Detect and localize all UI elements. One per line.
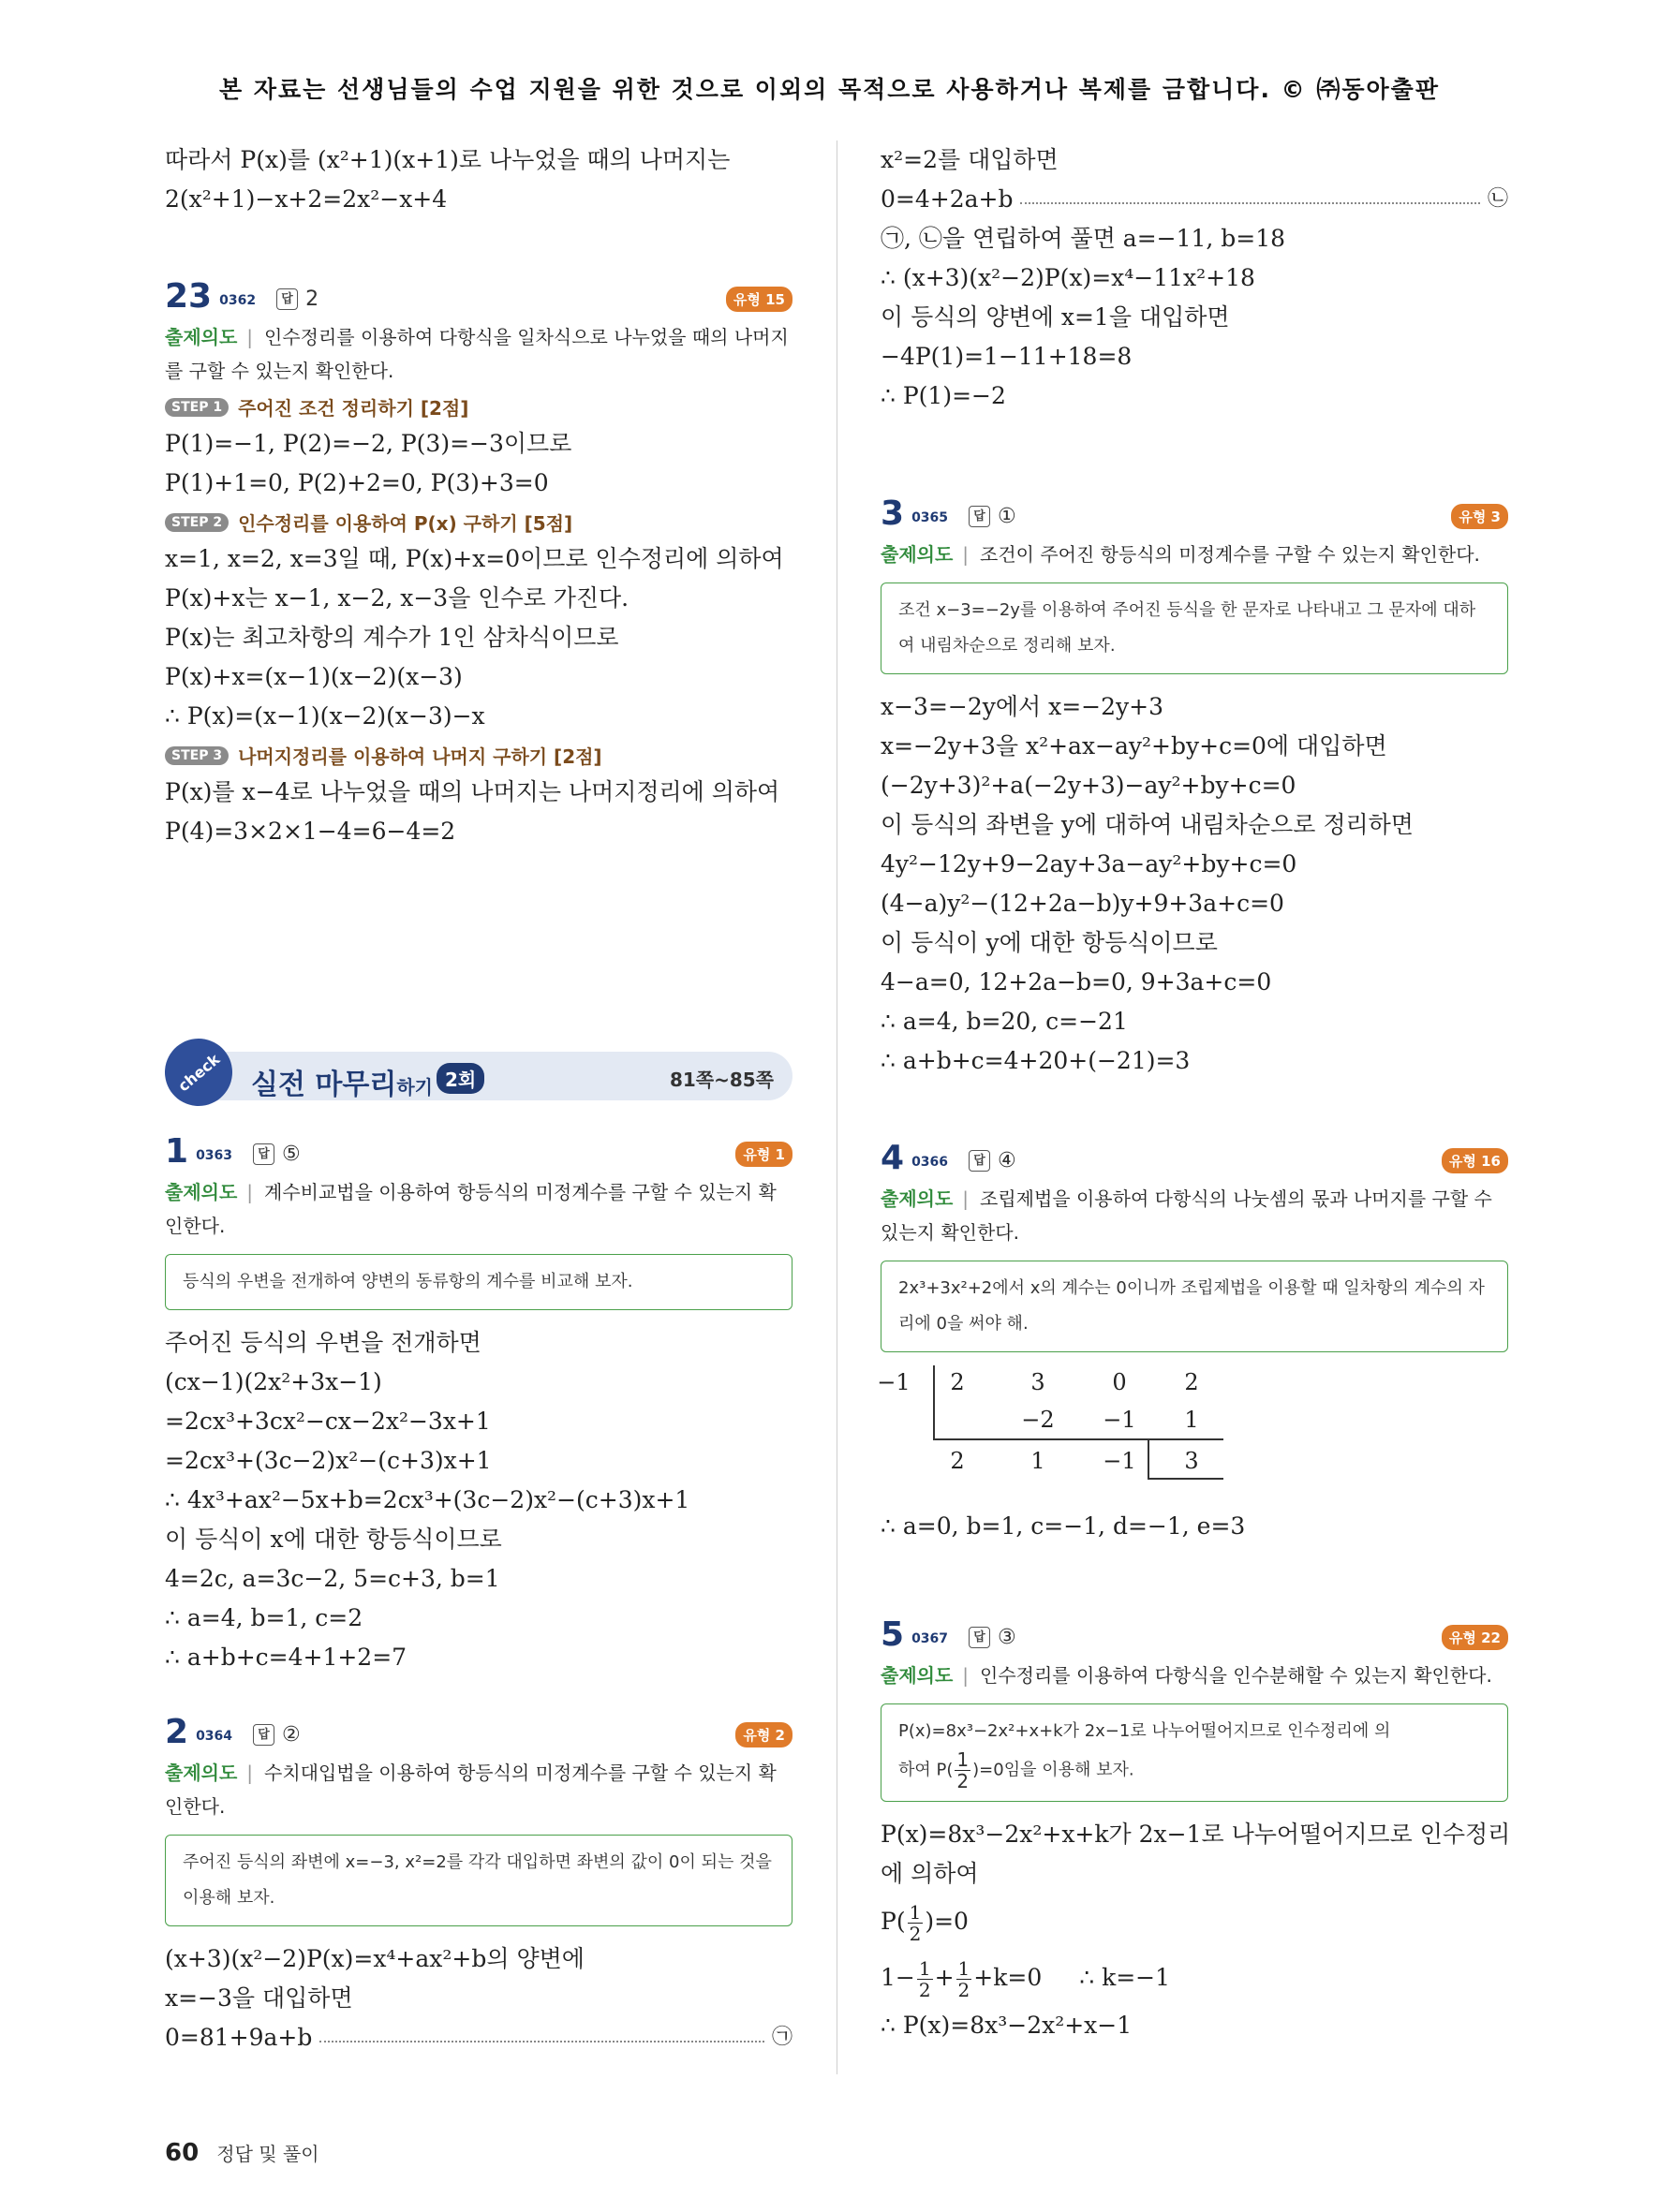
- answer-value: ①: [998, 504, 1016, 528]
- solution-line: (4−a)y²−(12+2a−b)y+9+3a+c=0: [881, 890, 1284, 917]
- syn-cell: 0: [1112, 1369, 1127, 1395]
- question-number: 2: [165, 1712, 189, 1751]
- solution-line: x=1, x=2, x=3일 때, P(x)+x=0이므로 인수정리에 의하여: [165, 545, 784, 572]
- answer-value: 2: [305, 287, 319, 311]
- solution-line: ∴ P(x)=(x−1)(x−2)(x−3)−x: [165, 702, 485, 730]
- syn-cell: −2: [1021, 1407, 1055, 1433]
- answer-value: ⑤: [282, 1142, 301, 1166]
- solution-line: ∴ a+b+c=4+20+(−21)=3: [881, 1047, 1191, 1074]
- solution-line: ∴ a=4, b=1, c=2: [165, 1604, 363, 1631]
- question-code: 0365: [911, 510, 949, 525]
- solution-line: 이 등식이 x에 대한 항등식이므로: [165, 1526, 502, 1553]
- question-code: 0362: [219, 293, 257, 308]
- question-intent: 출제의도 | 수치대입법을 이용하여 항등식의 미정계수를 구할 수 있는지 확인한다.: [165, 1762, 777, 1818]
- circled-label: ㉡: [1487, 187, 1508, 211]
- solution-line: ∴ P(1)=−2: [881, 382, 1006, 409]
- question-header: [165, 1130, 792, 1172]
- question-intent: 출제의도 | 조립제법을 이용하여 다항식의 나눗셈의 몫과 나머지를 구할 수 있는지 확인한다.: [881, 1187, 1492, 1244]
- answer-value: ②: [282, 1722, 301, 1747]
- solution-line: ∴ a=0, b=1, c=−1, d=−1, e=3: [881, 1512, 1246, 1540]
- solution-line: =2cx³+(3c−2)x²−(c+3)x+1: [165, 1447, 492, 1474]
- solution-line: ∴ P(x)=8x³−2x²+x−1: [881, 2012, 1133, 2039]
- question-number: 1: [165, 1131, 189, 1171]
- syn-cell: −1: [1103, 1407, 1136, 1433]
- solution-line: ㉠, ㉡을 연립하여 풀면 a=−11, b=18: [881, 225, 1286, 252]
- equation-line: 0=4+2a+b ㉡: [881, 180, 1508, 219]
- syn-cell: −1: [1103, 1448, 1136, 1474]
- question-header: [881, 1137, 1508, 1178]
- question-header: [165, 1711, 792, 1752]
- question-number: 4: [881, 1138, 905, 1177]
- solution-line: ∴ (x+3)(x²−2)P(x)=x⁴−11x²+18: [881, 264, 1255, 291]
- solution-line: P(x)+x는 x−1, x−2, x−3을 인수로 가진다.: [165, 584, 630, 612]
- solution-line: 이 등식의 좌변을 y에 대하여 내림차순으로 정리하면: [881, 811, 1414, 838]
- answer-icon: 답: [276, 288, 298, 310]
- solution-line: P(x)는 최고차항의 계수가 1인 삼차식이므로: [165, 624, 619, 651]
- solution-line: x=−3을 대입하면: [165, 1984, 353, 2012]
- solution-line: P(x)+x=(x−1)(x−2)(x−3): [165, 663, 463, 690]
- solution-line: 이 등식의 양변에 x=1을 대입하면: [881, 303, 1230, 331]
- intro-line: 2(x²+1)−x+2=2x²−x+4: [165, 185, 448, 213]
- answer-value: ④: [998, 1148, 1016, 1172]
- hint-box: 주어진 등식의 좌변에 x=−3, x²=2를 각각 대입하면 좌변의 값이 0이 되는 것을 이용해 보자.: [165, 1835, 792, 1926]
- step-heading: STEP 3 나머지정리를 이용하여 나머지 구하기 [2점]: [165, 742, 792, 769]
- syn-cell: 1: [1030, 1448, 1045, 1474]
- type-badge: 유형 3: [1451, 504, 1508, 529]
- solution-line: ∴ a=4, b=20, c=−21: [881, 1008, 1128, 1035]
- solution-line: (x+3)(x²−2)P(x)=x⁴+ax²+b의 양변에: [165, 1945, 585, 1972]
- question-code: 0364: [196, 1729, 233, 1744]
- solution-line: 1− $\frac{1}{2}$ + $\frac{1}{2}$ +k=0 ∴ k=−1: [881, 1957, 1171, 2001]
- question-number: 3: [881, 494, 905, 533]
- copyright-header: 본 자료는 선생님들의 수업 지원을 위한 것으로 이외의 목적으로 사용하거나 복제를 금합니다. © ㈜동아출판: [219, 76, 1440, 103]
- type-badge: 유형 22: [1442, 1625, 1508, 1650]
- solution-line: x²=2를 대입하면: [881, 146, 1059, 173]
- circled-label: ㉠: [771, 2026, 792, 2049]
- answer-icon: 답: [969, 506, 990, 527]
- solution-line: x=−2y+3을 x²+ax−ay²+by+c=0에 대입하면: [881, 732, 1387, 759]
- solution-line: P(1)+1=0, P(2)+2=0, P(3)+3=0: [165, 469, 549, 496]
- page-footer: [165, 2139, 319, 2167]
- section-banner: [165, 1048, 792, 1104]
- solution-line: ∴ 4x³+ax²−5x+b=2cx³+(3c−2)x²−(c+3)x+1: [165, 1486, 690, 1513]
- question-intent: 출제의도 | 인수정리를 이용하여 다항식을 인수분해할 수 있는지 확인한다.: [881, 1664, 1492, 1687]
- answer-icon: 답: [969, 1150, 990, 1172]
- syn-cell: 2: [1184, 1369, 1199, 1395]
- solution-line: x−3=−2y에서 x=−2y+3: [881, 693, 1163, 720]
- question-number: 23: [165, 276, 213, 316]
- solution-line: P( $\frac{1}{2}$ )=0: [881, 1901, 969, 1945]
- question-header: [881, 1614, 1508, 1655]
- left-column: [165, 140, 792, 2057]
- type-badge: 유형 15: [726, 287, 792, 312]
- question-intent: 출제의도 | 조건이 주어진 항등식의 미정계수를 구할 수 있는지 확인한다.: [881, 543, 1480, 566]
- question-code: 0366: [911, 1155, 949, 1170]
- syn-cell: 3: [1030, 1369, 1045, 1395]
- hint-box: 2x³+3x²+2에서 x의 계수는 0이니까 조립제법을 이용할 때 일차항의 계수의 자리에 0을 써야 해.: [881, 1261, 1508, 1352]
- syn-cell: 2: [950, 1448, 965, 1474]
- answer-icon: 답: [969, 1627, 990, 1648]
- right-column: [877, 140, 1511, 2045]
- solution-line: 4−a=0, 12+2a−b=0, 9+3a+c=0: [881, 968, 1272, 995]
- footer-text: 정답 및 풀이: [216, 2143, 319, 2165]
- equation-line: 0=81+9a+b ㉠: [165, 2018, 792, 2057]
- syn-divisor: −1: [877, 1369, 911, 1395]
- question-header: [165, 275, 792, 317]
- page-number: 60: [165, 2139, 200, 2167]
- solution-line: 4=2c, a=3c−2, 5=c+3, b=1: [165, 1565, 500, 1592]
- question-code: 0367: [911, 1631, 949, 1646]
- question-intent: 출제의도 | 인수정리를 이용하여 다항식을 일차식으로 나누었을 때의 나머지를 구할 수 있는지 확인한다.: [165, 326, 789, 382]
- question-intent: 출제의도 | 계수비교법을 이용하여 항등식의 미정계수를 구할 수 있는지 확인한다.: [165, 1181, 777, 1237]
- solution-line: P(x)=8x³−2x²+x+k가 2x−1로 나누어떨어지므로 인수정리: [881, 1821, 1511, 1848]
- solution-line: −4P(1)=1−11+18=8: [881, 343, 1133, 370]
- syn-cell: 3: [1184, 1448, 1199, 1474]
- type-badge: 유형 16: [1442, 1148, 1508, 1173]
- answer-icon: 답: [253, 1143, 274, 1165]
- step-heading: STEP 2 인수정리를 이용하여 P(x) 구하기 [5점]: [165, 509, 792, 536]
- synthetic-division: [877, 1365, 1255, 1492]
- section-title: 실전 마무리하기: [251, 1069, 433, 1101]
- solution-line: 4y²−12y+9−2ay+3a−ay²+by+c=0: [881, 850, 1297, 877]
- syn-cell: 1: [1184, 1407, 1199, 1433]
- answer-icon: 답: [253, 1724, 274, 1746]
- question-header: [881, 493, 1508, 534]
- solution-line: P(x)를 x−4로 나누었을 때의 나머지는 나머지정리에 의하여: [165, 778, 780, 805]
- hint-box: 조건 x−3=−2y를 이용하여 주어진 등식을 한 문자로 나타내고 그 문자에 대하여 내림차순으로 정리해 보자.: [881, 582, 1508, 674]
- page-range: 81쪽~85쪽: [669, 1069, 774, 1091]
- step-heading: STEP 1 주어진 조건 정리하기 [2점]: [165, 393, 792, 420]
- type-badge: 유형 2: [735, 1722, 792, 1747]
- answer-value: ③: [998, 1625, 1016, 1649]
- check-icon: check: [151, 1025, 245, 1119]
- intro-line: 따라서 P(x)를 (x²+1)(x+1)로 나누었을 때의 나머지는: [165, 146, 731, 173]
- solution-line: ∴ a+b+c=4+1+2=7: [165, 1644, 407, 1671]
- solution-line: 주어진 등식의 우변을 전개하면: [165, 1329, 481, 1356]
- question-number: 5: [881, 1615, 905, 1654]
- solution-line: 에 의하여: [881, 1860, 979, 1887]
- question-code: 0363: [196, 1148, 233, 1163]
- type-badge: 유형 1: [735, 1142, 792, 1167]
- round-badge: 2회: [437, 1063, 484, 1094]
- syn-cell: 2: [950, 1369, 965, 1395]
- solution-line: P(4)=3×2×1−4=6−4=2: [165, 818, 456, 845]
- solution-line: (cx−1)(2x²+3x−1): [165, 1368, 382, 1395]
- hint-box: P(x)=8x³−2x²+x+k가 2x−1로 나누어떨어지므로 인수정리에 의 하여 P( $\frac{1}{2}$ )=0임을 이용해 보자.: [881, 1703, 1508, 1802]
- solution-line: 이 등식이 y에 대한 항등식이므로: [881, 929, 1218, 956]
- hint-box: 등식의 우변을 전개하여 양변의 동류항의 계수를 비교해 보자.: [165, 1254, 792, 1310]
- solution-line: (−2y+3)²+a(−2y+3)−ay²+by+c=0: [881, 772, 1296, 799]
- solution-line: P(1)=−1, P(2)=−2, P(3)=−3이므로: [165, 430, 572, 457]
- solution-line: =2cx³+3cx²−cx−2x²−3x+1: [165, 1408, 491, 1435]
